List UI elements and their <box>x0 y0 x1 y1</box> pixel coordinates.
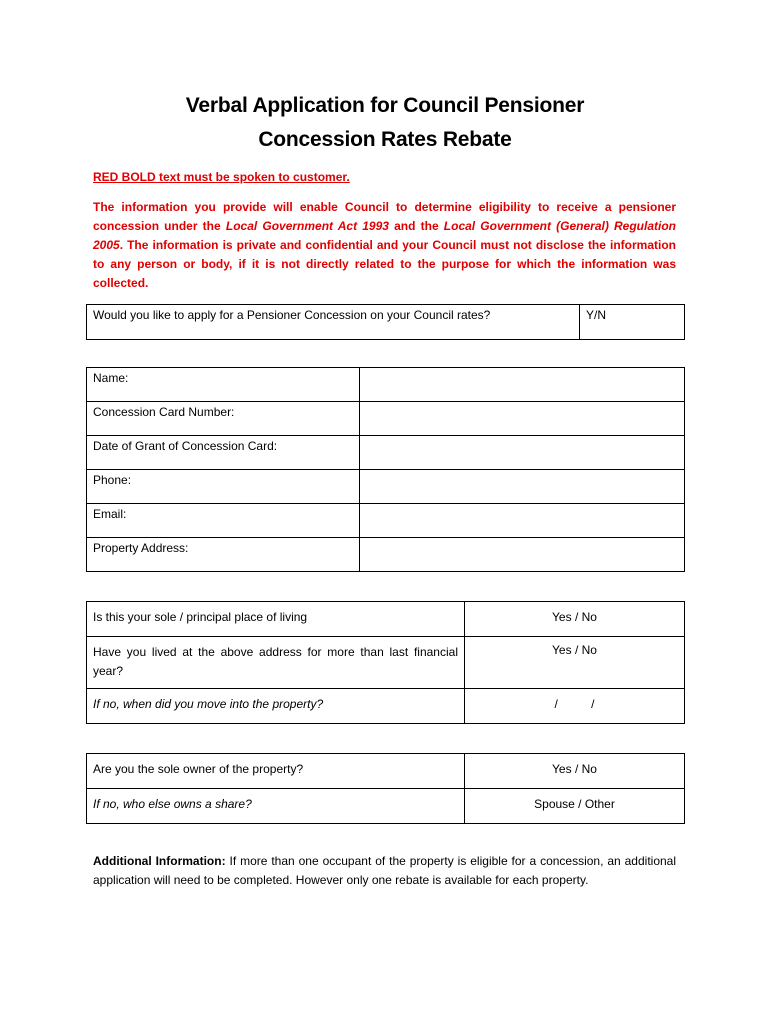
lived-duration-answer[interactable]: Yes / No <box>465 637 685 689</box>
table-row <box>87 504 685 538</box>
intro-paragraph <box>93 198 676 293</box>
email-label: Email: <box>87 504 360 538</box>
additional-information-label: Additional Information: <box>93 854 226 868</box>
table-row <box>87 789 685 824</box>
apply-question-table <box>86 304 685 340</box>
card-number-label: Concession Card Number: <box>87 402 360 436</box>
move-in-date-field[interactable]: / / <box>465 689 685 724</box>
name-label: Name: <box>87 368 360 402</box>
apply-answer-field[interactable]: Y/N <box>580 305 685 340</box>
intro-act-1: Local Government Act 1993 <box>225 219 389 233</box>
intro-text-1: The information you provide will enable Council to determine eligibility to receive a pensioner concession under the <box>93 200 676 233</box>
principal-place-answer[interactable]: Yes / No <box>465 602 685 637</box>
sole-owner-answer[interactable]: Yes / No <box>465 754 685 789</box>
sole-owner-question: Are you the sole owner of the property? <box>87 754 465 789</box>
applicant-details-table <box>86 367 685 572</box>
additional-information-text: If more than one occupant of the property is eligible for a concession, an additional application will need to be completed. However only one rebate is available for each property. <box>93 854 676 887</box>
table-row <box>87 602 685 637</box>
title-line-2: Concession Rates Rebate <box>258 128 512 151</box>
table-row <box>87 368 685 402</box>
address-label: Property Address: <box>87 538 360 572</box>
card-number-field[interactable] <box>360 402 685 436</box>
table-row <box>87 436 685 470</box>
co-owner-answer[interactable]: Spouse / Other <box>465 789 685 824</box>
name-field[interactable] <box>360 368 685 402</box>
address-field[interactable] <box>360 538 685 572</box>
phone-field[interactable] <box>360 470 685 504</box>
phone-label: Phone: <box>87 470 360 504</box>
apply-question-label: Would you like to apply for a Pensioner Concession on your Council rates? <box>87 305 580 340</box>
residence-table <box>86 601 685 724</box>
table-row <box>87 754 685 789</box>
table-row <box>87 689 685 724</box>
intro-text-3: . The information is private and confidential and your Council must not disclose the information to any person or body, if it is not directly related to the purpose for which the information was collected. <box>93 238 676 290</box>
grant-date-field[interactable] <box>360 436 685 470</box>
additional-information <box>93 852 676 890</box>
lived-duration-question: Have you lived at the above address for more than last financial year? <box>87 637 465 689</box>
ownership-table <box>86 753 685 824</box>
table-row <box>87 637 685 689</box>
table-row <box>87 305 685 340</box>
table-row <box>87 470 685 504</box>
intro-act-2: Local Government (General) Regulation 2005 <box>93 219 676 252</box>
move-in-date-question: If no, when did you move into the property? <box>87 689 465 724</box>
intro-text-2: and the <box>388 219 444 233</box>
table-row <box>87 538 685 572</box>
grant-date-label: Date of Grant of Concession Card: <box>87 436 360 470</box>
email-field[interactable] <box>360 504 685 538</box>
page-title <box>85 89 685 157</box>
title-line-1: Verbal Application for Council Pensioner <box>185 94 585 117</box>
spoken-text-note: RED BOLD text must be spoken to customer. <box>93 170 350 184</box>
co-owner-question: If no, who else owns a share? <box>87 789 465 824</box>
principal-place-question: Is this your sole / principal place of living <box>87 602 465 637</box>
table-row <box>87 402 685 436</box>
